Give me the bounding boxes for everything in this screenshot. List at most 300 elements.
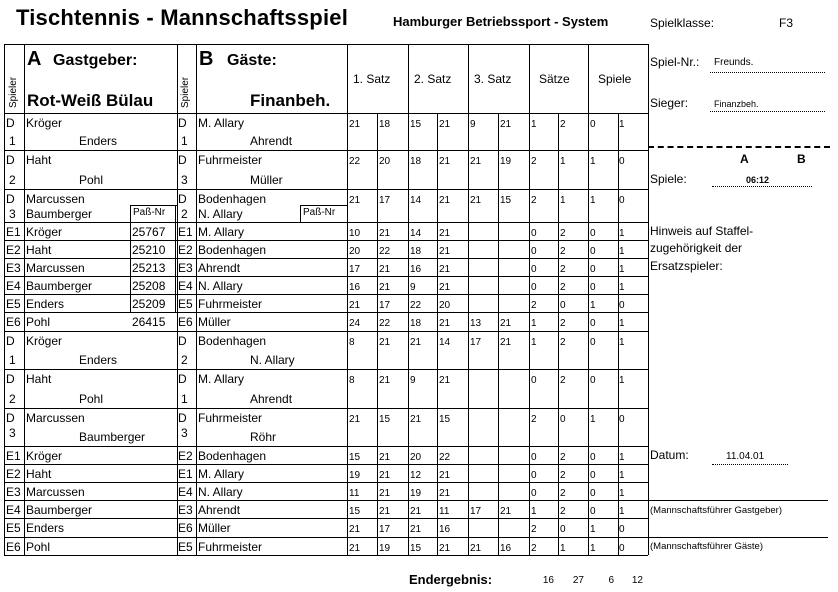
row-saetze-a: 0 <box>531 246 537 257</box>
row-b-player: Ahrendt <box>198 503 241 517</box>
set-score: 8 <box>349 375 355 386</box>
row-spiele-b: 1 <box>619 282 625 293</box>
row-b-code: E5 <box>178 540 193 554</box>
row-a-player: Kröger <box>26 225 63 239</box>
set-score: 21 <box>379 282 391 293</box>
row-saetze-b: 1 <box>560 156 566 167</box>
set-score: 9 <box>410 282 416 293</box>
spiele-value: 06:12 <box>746 175 770 185</box>
row-b-num: 1 <box>181 392 188 406</box>
row-b-code: E3 <box>178 261 193 275</box>
row-b-code: E6 <box>178 315 193 329</box>
set-score: 21 <box>349 524 361 535</box>
row-spiele-b: 1 <box>619 488 625 499</box>
row-a-pass: 25213 <box>132 261 166 275</box>
row-saetze-a: 0 <box>531 488 537 499</box>
row-a-player1: Kröger <box>26 116 63 130</box>
row-a-code: E6 <box>6 315 21 329</box>
set-score: 22 <box>410 300 422 311</box>
set-score: 20 <box>410 452 422 463</box>
row-spiele-a: 1 <box>590 414 596 425</box>
row-b-code: E6 <box>178 521 193 535</box>
row-saetze-a: 0 <box>531 228 537 239</box>
row-spiele-b: 1 <box>619 506 625 517</box>
set-score: 11 <box>349 488 360 499</box>
set-score: 21 <box>470 156 482 167</box>
set-score: 15 <box>379 414 391 425</box>
row-saetze-b: 2 <box>560 488 566 499</box>
set-score: 16 <box>500 543 512 554</box>
row-b-player2: Ahrendt <box>250 134 293 148</box>
hinweis-line-2: zugehörigkeit der <box>650 241 743 255</box>
set-score: 21 <box>410 524 422 535</box>
mannschaftsfuehrer-gastgeber: (Mannschaftsführer Gastgeber) <box>650 505 783 516</box>
row-b-player: N. Allary <box>198 485 243 499</box>
endergebnis-label: Endergebnis: <box>409 572 493 587</box>
set-score: 11 <box>439 506 450 517</box>
set-score: 21 <box>439 195 451 206</box>
row-b-player2: Röhr <box>250 430 277 444</box>
row-saetze-b: 0 <box>560 414 566 425</box>
row-saetze-b: 2 <box>560 318 566 329</box>
row-a-code: D <box>6 192 15 206</box>
set-score: 10 <box>349 228 361 239</box>
row-saetze-b: 0 <box>560 300 566 311</box>
set-score: 19 <box>349 470 361 481</box>
col-satz2: 2. Satz <box>414 72 452 86</box>
row-b-player: N. Allary <box>198 279 243 293</box>
row-saetze-a: 2 <box>531 524 537 535</box>
set-score: 21 <box>379 337 391 348</box>
row-b-player2: N. Allary <box>250 353 295 367</box>
row-saetze-a: 2 <box>531 195 537 206</box>
set-score: 21 <box>379 375 391 386</box>
row-spiele-a: 0 <box>590 119 596 130</box>
row-spiele-b: 1 <box>619 470 625 481</box>
set-score: 21 <box>470 543 482 554</box>
set-score: 22 <box>439 452 451 463</box>
row-a-code: E4 <box>6 503 21 517</box>
divider-dashed <box>648 146 830 148</box>
team-b-letter: B <box>199 48 214 70</box>
row-b-player: Müller <box>198 315 231 329</box>
row-spiele-b: 1 <box>619 119 625 130</box>
row-a-player2: Pohl <box>79 392 104 406</box>
row-b-code: D <box>178 411 187 425</box>
row-a-code: D <box>6 153 15 167</box>
total-spiele-b: 12 <box>631 575 643 586</box>
row-b-code: E4 <box>178 485 193 499</box>
set-score: 15 <box>349 452 361 463</box>
set-score: 15 <box>349 506 361 517</box>
set-score: 17 <box>379 195 391 206</box>
set-score: 14 <box>439 337 451 348</box>
set-score: 21 <box>439 318 451 329</box>
set-score: 18 <box>379 119 391 130</box>
set-score: 15 <box>500 195 512 206</box>
spielklasse-value: F3 <box>779 16 794 30</box>
row-b-code: E5 <box>178 297 193 311</box>
set-score: 21 <box>379 470 391 481</box>
row-spiele-a: 0 <box>590 246 596 257</box>
set-score: 21 <box>439 543 451 554</box>
row-b-num: 2 <box>181 207 188 221</box>
row-a-num: 2 <box>9 173 16 187</box>
set-score: 21 <box>410 506 422 517</box>
set-score: 14 <box>410 228 422 239</box>
total-saetze-a: 16 <box>542 575 554 586</box>
row-a-player: Baumberger <box>26 279 93 293</box>
row-saetze-b: 2 <box>560 506 566 517</box>
sieger-label: Sieger: <box>650 96 689 110</box>
row-b-player1: Bodenhagen <box>198 334 267 348</box>
row-a-code: E3 <box>6 261 21 275</box>
set-score: 14 <box>410 195 422 206</box>
set-score: 21 <box>500 506 512 517</box>
row-spiele-a: 1 <box>590 156 596 167</box>
row-spiele-b: 1 <box>619 264 625 275</box>
row-b-code: D <box>178 334 187 348</box>
row-spiele-b: 1 <box>619 337 625 348</box>
set-score: 21 <box>349 543 361 554</box>
spiele-label: Spiele: <box>650 172 687 186</box>
row-a-player: Marcussen <box>26 261 85 275</box>
row-saetze-a: 2 <box>531 156 537 167</box>
row-a-code: D <box>6 372 15 386</box>
set-score: 17 <box>379 300 391 311</box>
row-saetze-b: 2 <box>560 246 566 257</box>
row-spiele-a: 1 <box>590 524 596 535</box>
row-a-player1: Marcussen <box>26 192 85 206</box>
row-a-player: Enders <box>26 297 65 311</box>
row-b-player1: Fuhrmeister <box>198 411 263 425</box>
set-score: 17 <box>379 524 391 535</box>
row-spiele-a: 0 <box>590 375 596 386</box>
row-b-code: D <box>178 153 187 167</box>
set-score: 21 <box>439 488 451 499</box>
set-score: 21 <box>439 470 451 481</box>
row-spiele-a: 0 <box>590 318 596 329</box>
set-score: 21 <box>439 246 451 257</box>
page-subtitle: Hamburger Betriebssport - System <box>393 14 609 29</box>
set-score: 13 <box>470 318 482 329</box>
row-spiele-b: 0 <box>619 156 625 167</box>
col-satz3: 3. Satz <box>474 72 512 86</box>
row-saetze-b: 2 <box>560 228 566 239</box>
row-saetze-b: 1 <box>560 543 566 554</box>
row-spiele-a: 0 <box>590 488 596 499</box>
row-b-code: E1 <box>178 225 193 239</box>
row-b-player: Ahrendt <box>198 261 241 275</box>
row-b-player: M. Allary <box>198 467 245 481</box>
set-score: 19 <box>379 543 391 554</box>
row-a-player: Marcussen <box>26 485 85 499</box>
set-score: 15 <box>439 414 451 425</box>
row-saetze-b: 2 <box>560 337 566 348</box>
row-b-code: D <box>178 116 187 130</box>
col-spiele: Spiele <box>598 72 632 86</box>
row-b-player1: Fuhrmeister <box>198 153 263 167</box>
sieger-value: Finanzbeh. <box>714 99 759 109</box>
row-a-pass: 26415 <box>132 315 166 329</box>
row-a-pass: 25210 <box>132 243 166 257</box>
row-b-player2: Müller <box>250 173 283 187</box>
row-spiele-a: 0 <box>590 282 596 293</box>
set-score: 21 <box>349 195 361 206</box>
row-b-code: E2 <box>178 243 193 257</box>
row-a-num: 2 <box>9 392 16 406</box>
set-score: 24 <box>349 318 361 329</box>
row-saetze-b: 2 <box>560 452 566 463</box>
row-a-code: E6 <box>6 540 21 554</box>
set-score: 21 <box>379 264 391 275</box>
row-a-player: Enders <box>26 521 65 535</box>
set-score: 21 <box>439 228 451 239</box>
row-a-player2: Enders <box>79 134 118 148</box>
row-b-code: E2 <box>178 449 193 463</box>
set-score: 21 <box>439 119 451 130</box>
team-a-letter: A <box>27 48 42 70</box>
row-saetze-b: 2 <box>560 119 566 130</box>
total-spiele-a: 6 <box>608 575 614 586</box>
set-score: 20 <box>379 156 391 167</box>
row-saetze-a: 0 <box>531 470 537 481</box>
row-saetze-a: 0 <box>531 264 537 275</box>
row-b-player2: Ahrendt <box>250 392 293 406</box>
row-spiele-b: 1 <box>619 228 625 239</box>
row-a-num: 1 <box>9 134 16 148</box>
set-score: 22 <box>379 318 391 329</box>
set-score: 16 <box>439 524 451 535</box>
set-score: 21 <box>379 452 391 463</box>
row-a-code: E1 <box>6 225 21 239</box>
set-score: 18 <box>410 156 422 167</box>
datum-value: 11.04.01 <box>726 451 765 462</box>
set-score: 8 <box>349 337 355 348</box>
row-saetze-b: 2 <box>560 470 566 481</box>
row-a-num: 1 <box>9 353 16 367</box>
row-b-player: Fuhrmeister <box>198 297 263 311</box>
set-score: 21 <box>500 318 512 329</box>
row-spiele-b: 1 <box>619 452 625 463</box>
set-score: 21 <box>379 228 391 239</box>
col-b-header: B <box>797 152 806 166</box>
row-spiele-b: 0 <box>619 414 625 425</box>
row-spiele-a: 0 <box>590 452 596 463</box>
row-saetze-b: 2 <box>560 375 566 386</box>
row-a-player: Baumberger <box>26 503 93 517</box>
row-b-player: Bodenhagen <box>198 243 267 257</box>
set-score: 16 <box>349 282 361 293</box>
row-a-player1: Kröger <box>26 334 63 348</box>
set-score: 19 <box>500 156 512 167</box>
row-a-code: E3 <box>6 485 21 499</box>
set-score: 21 <box>470 195 482 206</box>
set-score: 15 <box>410 119 422 130</box>
row-a-player1: Haht <box>26 153 52 167</box>
row-b-player: Fuhrmeister <box>198 540 263 554</box>
row-b-player: Bodenhagen <box>198 449 267 463</box>
row-spiele-b: 1 <box>619 375 625 386</box>
team-b-label: Gäste: <box>227 52 277 69</box>
set-score: 22 <box>379 246 391 257</box>
row-spiele-a: 1 <box>590 300 596 311</box>
row-a-code: E2 <box>6 467 21 481</box>
row-a-player2: Baumberger <box>26 207 93 221</box>
set-score: 17 <box>470 337 482 348</box>
row-saetze-a: 2 <box>531 414 537 425</box>
row-a-player2: Enders <box>79 353 118 367</box>
set-score: 20 <box>349 246 361 257</box>
row-a-player2: Baumberger <box>79 430 146 444</box>
row-a-num: 3 <box>9 426 16 440</box>
set-score: 21 <box>410 337 422 348</box>
row-b-code: E4 <box>178 279 193 293</box>
row-saetze-a: 1 <box>531 337 537 348</box>
row-spiele-a: 1 <box>590 195 596 206</box>
row-saetze-b: 2 <box>560 282 566 293</box>
row-b-num: 3 <box>181 426 188 440</box>
row-a-code: D <box>6 116 15 130</box>
row-a-pass: 25209 <box>132 297 166 311</box>
set-score: 17 <box>349 264 361 275</box>
row-saetze-a: 1 <box>531 119 537 130</box>
row-spiele-a: 1 <box>590 543 596 554</box>
row-spiele-a: 0 <box>590 264 596 275</box>
row-a-code: E5 <box>6 297 21 311</box>
row-b-num: 2 <box>181 353 188 367</box>
row-b-player: Müller <box>198 521 231 535</box>
row-spiele-b: 0 <box>619 300 625 311</box>
row-a-code: E1 <box>6 449 21 463</box>
set-score: 18 <box>410 246 422 257</box>
row-a-player: Haht <box>26 243 52 257</box>
page-title: Tischtennis - Mannschaftsspiel <box>16 5 349 30</box>
row-a-player1: Haht <box>26 372 52 386</box>
set-score: 21 <box>500 119 512 130</box>
row-b-code: D <box>178 372 187 386</box>
row-b-player1: Bodenhagen <box>198 192 267 206</box>
row-a-pass: 25208 <box>132 279 166 293</box>
row-saetze-b: 0 <box>560 524 566 535</box>
spiel-nr-value: Freunds. <box>714 57 754 68</box>
row-spiele-b: 1 <box>619 318 625 329</box>
row-a-player: Kröger <box>26 449 63 463</box>
row-b-player1: M. Allary <box>198 116 245 130</box>
row-a-player: Haht <box>26 467 52 481</box>
row-a-code: E4 <box>6 279 21 293</box>
set-score: 21 <box>439 156 451 167</box>
row-a-player2: Pohl <box>79 173 104 187</box>
set-score: 21 <box>349 119 361 130</box>
row-spiele-a: 0 <box>590 470 596 481</box>
team-a-name: Rot-Weiß Bülau <box>27 91 154 110</box>
col-saetze: Sätze <box>539 72 570 86</box>
set-score: 16 <box>410 264 422 275</box>
row-spiele-a: 0 <box>590 506 596 517</box>
hinweis-line-3: Ersatzspieler: <box>650 259 723 273</box>
set-score: 9 <box>470 119 476 130</box>
row-a-code: E2 <box>6 243 21 257</box>
row-b-num: 1 <box>181 134 188 148</box>
set-score: 21 <box>439 375 451 386</box>
row-b-player2: N. Allary <box>198 207 243 221</box>
set-score: 19 <box>410 488 422 499</box>
set-score: 21 <box>349 300 361 311</box>
team-a-label: Gastgeber: <box>53 52 138 69</box>
col-a-header: A <box>740 152 749 166</box>
row-a-pass: 25767 <box>132 225 166 239</box>
row-b-player: M. Allary <box>198 225 245 239</box>
set-score: 9 <box>410 375 416 386</box>
row-spiele-a: 0 <box>590 337 596 348</box>
col-satz1: 1. Satz <box>353 72 391 86</box>
row-b-code: E1 <box>178 467 193 481</box>
row-spiele-b: 0 <box>619 524 625 535</box>
row-spiele-b: 0 <box>619 195 625 206</box>
set-score: 21 <box>410 414 422 425</box>
row-b-num: 3 <box>181 173 188 187</box>
row-saetze-b: 2 <box>560 264 566 275</box>
set-score: 21 <box>439 264 451 275</box>
row-spiele-a: 0 <box>590 228 596 239</box>
team-b-name: Finanbeh. <box>250 91 331 110</box>
row-saetze-a: 0 <box>531 452 537 463</box>
row-saetze-a: 0 <box>531 282 537 293</box>
row-b-code: E3 <box>178 503 193 517</box>
row-a-player1: Marcussen <box>26 411 85 425</box>
row-a-code: D <box>6 411 15 425</box>
row-a-player: Pohl <box>26 540 51 554</box>
row-a-code: D <box>6 334 15 348</box>
row-spiele-b: 1 <box>619 246 625 257</box>
hinweis-line-1: Hinweis auf Staffel- <box>650 224 754 238</box>
pass-nr-header-b: Paß-Nr <box>303 207 336 218</box>
set-score: 22 <box>349 156 361 167</box>
total-saetze-b: 27 <box>572 575 584 586</box>
spieler-label-b: Spieler <box>180 76 191 108</box>
row-saetze-b: 1 <box>560 195 566 206</box>
row-saetze-a: 2 <box>531 543 537 554</box>
pass-nr-header-a: Paß-Nr <box>133 207 166 218</box>
row-a-num: 3 <box>9 207 16 221</box>
row-spiele-b: 0 <box>619 543 625 554</box>
row-saetze-a: 0 <box>531 375 537 386</box>
mannschaftsfuehrer-gaeste: (Mannschaftsführer Gäste) <box>650 541 763 552</box>
set-score: 21 <box>379 488 391 499</box>
row-saetze-a: 1 <box>531 318 537 329</box>
set-score: 21 <box>349 414 361 425</box>
set-score: 17 <box>470 506 482 517</box>
set-score: 20 <box>439 300 451 311</box>
row-b-player1: M. Allary <box>198 372 245 386</box>
set-score: 21 <box>439 282 451 293</box>
row-saetze-a: 2 <box>531 300 537 311</box>
set-score: 18 <box>410 318 422 329</box>
set-score: 21 <box>379 506 391 517</box>
row-b-code: D <box>178 192 187 206</box>
spiel-nr-label: Spiel-Nr.: <box>650 55 700 69</box>
spielklasse-label: Spielklasse: <box>650 16 715 30</box>
datum-label: Datum: <box>650 448 689 462</box>
row-a-code: E5 <box>6 521 21 535</box>
set-score: 21 <box>500 337 512 348</box>
spieler-label-a: Spieler <box>8 76 19 108</box>
row-a-player: Pohl <box>26 315 51 329</box>
set-score: 12 <box>410 470 422 481</box>
set-score: 15 <box>410 543 422 554</box>
row-saetze-a: 1 <box>531 506 537 517</box>
